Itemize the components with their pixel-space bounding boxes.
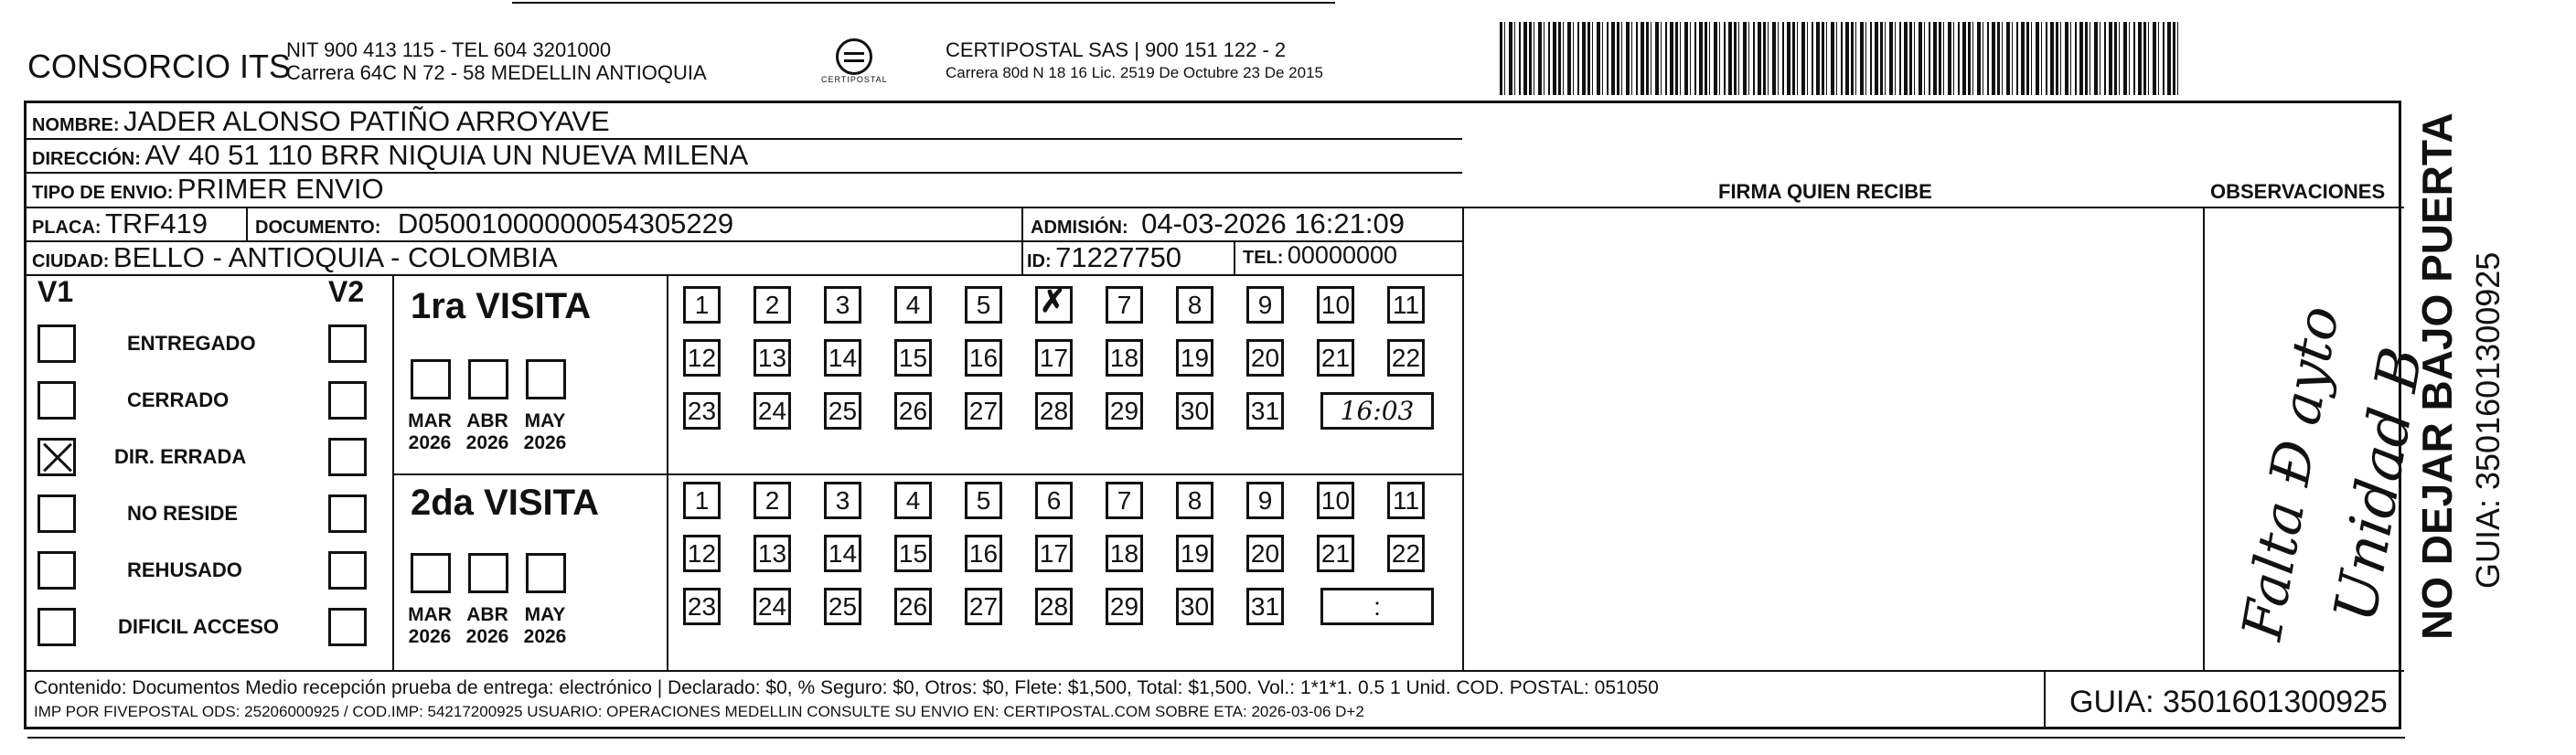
visit2-month-box-2[interactable]	[526, 553, 566, 593]
visit1-day-8[interactable]: 8	[1176, 286, 1213, 324]
observaciones-header: OBSERVACIONES	[2210, 180, 2386, 203]
direccion-value: AV 40 51 110 BRR NIQUIA UN NUEVA MILENA	[144, 139, 749, 171]
visit1-year-2: 2026	[523, 432, 567, 453]
visit2-month-box-1[interactable]	[468, 553, 508, 593]
visit2-year-0: 2026	[408, 626, 452, 647]
visit2-day-18[interactable]: 18	[1106, 535, 1143, 572]
side-warning: NO DEJAR BAJO PUERTA	[2413, 112, 2461, 640]
visit2-day-25[interactable]: 25	[824, 588, 861, 625]
tipo-envio-label: TIPO DE ENVIO:	[32, 183, 174, 203]
v1-header: V1	[37, 275, 74, 308]
visit2-day-11[interactable]: 11	[1387, 482, 1425, 519]
visit2-day-29[interactable]: 29	[1106, 588, 1143, 625]
visit2-day-8[interactable]: 8	[1176, 482, 1213, 519]
visit1-day-14[interactable]: 14	[824, 339, 861, 377]
visit1-day-5[interactable]: 5	[965, 286, 1002, 324]
firma-header: FIRMA QUIEN RECIBE	[1718, 180, 1932, 203]
placa-label: PLACA:	[32, 218, 102, 238]
visit2-day-28[interactable]: 28	[1035, 588, 1073, 625]
nombre-row	[32, 105, 610, 138]
visit2-day-4[interactable]: 4	[894, 482, 932, 519]
visit2-day-23[interactable]: 23	[683, 588, 721, 625]
v1-checkbox-3[interactable]	[37, 494, 76, 533]
visit1-day-4[interactable]: 4	[894, 286, 932, 324]
visit1-day-3[interactable]: 3	[824, 286, 861, 324]
company-info	[286, 38, 707, 84]
visit1-day-15[interactable]: 15	[894, 339, 932, 377]
nombre-label: NOMBRE:	[32, 115, 120, 135]
visit2-day-7[interactable]: 7	[1106, 482, 1143, 519]
visit2-month-1: ABR	[466, 604, 508, 625]
admision-value: 04-03-2026 16:21:09	[1141, 207, 1405, 239]
visit1-day-26[interactable]: 26	[894, 392, 932, 430]
visit2-day-24[interactable]: 24	[754, 588, 791, 625]
visit1-day-9[interactable]: 9	[1246, 286, 1284, 324]
certipostal-logo-icon	[821, 38, 888, 93]
v2-checkbox-4[interactable]	[328, 551, 367, 590]
visit1-day-19[interactable]: 19	[1176, 339, 1213, 377]
visit1-day-18[interactable]: 18	[1106, 339, 1143, 377]
visit2-day-21[interactable]: 21	[1317, 535, 1354, 572]
visit2-month-0: MAR	[408, 604, 452, 625]
visit1-day-21[interactable]: 21	[1317, 339, 1354, 377]
visit1-time-field[interactable]: 16:03	[1320, 392, 1434, 430]
v1-checkbox-2[interactable]	[37, 438, 76, 476]
ciudad-field	[32, 241, 558, 274]
documento-value: D05001000000054305229	[397, 207, 734, 239]
logo-caption: CERTIPOSTAL	[821, 75, 888, 84]
placa-value: TRF419	[105, 207, 208, 239]
tipo-envio-row	[32, 173, 384, 206]
ciudad-value: BELLO - ANTIOQUIA - COLOMBIA	[112, 241, 558, 273]
visit2-day-12[interactable]: 12	[683, 535, 721, 572]
v2-checkbox-0[interactable]	[328, 324, 367, 363]
visit2-month-label-0	[398, 604, 462, 648]
tel-field	[1243, 241, 1397, 270]
visit2-day-26[interactable]: 26	[894, 588, 932, 625]
documento-label: DOCUMENTO:	[255, 218, 381, 238]
id-label: ID:	[1027, 251, 1052, 271]
visit1-month-box-2[interactable]	[526, 359, 566, 399]
visit2-day-10[interactable]: 10	[1317, 482, 1354, 519]
status-label-5: DIFICIL ACCESO	[118, 615, 280, 638]
v1-checkbox-5[interactable]	[37, 608, 76, 646]
visit1-day-13[interactable]: 13	[754, 339, 791, 377]
visit1-day-17[interactable]: 17	[1035, 339, 1073, 377]
certipostal-license: Carrera 80d N 18 16 Lic. 2519 De Octubre 23 De 2015	[946, 64, 1323, 81]
v2-checkbox-2[interactable]	[328, 438, 367, 476]
v1-checkbox-1[interactable]	[37, 381, 76, 420]
admision-label: ADMISIÓN:	[1031, 218, 1128, 238]
visit1-month-box-1[interactable]	[468, 359, 508, 399]
status-label-1: CERRADO	[127, 388, 230, 411]
v1-checkbox-4[interactable]	[37, 551, 76, 590]
direccion-row	[32, 139, 748, 172]
certipostal-info	[946, 38, 1323, 84]
footer-guia: GUIA: 3501601300925	[2069, 685, 2388, 719]
visit1-day-31[interactable]: 31	[1246, 392, 1284, 430]
handwritten-note-1: Falta Ð ayto	[2230, 301, 2352, 645]
id-field	[1027, 241, 1181, 274]
visit1-day-23[interactable]: 23	[683, 392, 721, 430]
visit1-day-28[interactable]: 28	[1035, 392, 1073, 430]
visit1-day-11[interactable]: 11	[1387, 286, 1425, 324]
visit1-day-16[interactable]: 16	[965, 339, 1002, 377]
visit2-day-15[interactable]: 15	[894, 535, 932, 572]
visit1-day-20[interactable]: 20	[1246, 339, 1284, 377]
visit2-day-20[interactable]: 20	[1246, 535, 1284, 572]
barcode-icon	[1500, 22, 2180, 95]
status-label-4: REHUSADO	[127, 558, 242, 581]
visit1-day-12[interactable]: 12	[683, 339, 721, 377]
v1-checkbox-0[interactable]	[37, 324, 76, 363]
visit1-day-7[interactable]: 7	[1106, 286, 1143, 324]
documento-field	[255, 207, 733, 240]
visit1-month-0: MAR	[408, 410, 452, 431]
visit2-day-1[interactable]: 1	[683, 482, 721, 519]
visit1-day-29[interactable]: 29	[1106, 392, 1143, 430]
visit2-day-14[interactable]: 14	[824, 535, 861, 572]
nombre-value: JADER ALONSO PATIÑO ARROYAVE	[123, 105, 610, 137]
company-name: CONSORCIO ITS	[27, 48, 292, 85]
visit1-year-1: 2026	[465, 432, 509, 453]
visit2-day-22[interactable]: 22	[1387, 535, 1425, 572]
visit1-year-0: 2026	[408, 432, 452, 453]
tipo-envio-value: PRIMER ENVIO	[176, 173, 384, 205]
visit2-time-field[interactable]: :	[1320, 588, 1434, 625]
visit2-day-27[interactable]: 27	[965, 588, 1002, 625]
visit2-year-2: 2026	[523, 626, 567, 647]
bottom-edge-line	[27, 737, 2405, 739]
tel-value: 00000000	[1287, 241, 1398, 269]
admision-field	[1031, 207, 1405, 240]
visit2-day-9[interactable]: 9	[1246, 482, 1284, 519]
certipostal-line: CERTIPOSTAL SAS | 900 151 122 - 2	[946, 38, 1287, 61]
v2-header: V2	[328, 275, 365, 308]
visit1-day-2[interactable]: 2	[754, 286, 791, 324]
placa-field	[32, 207, 208, 240]
visit2-day-13[interactable]: 13	[754, 535, 791, 572]
visit2-day-31[interactable]: 31	[1246, 588, 1284, 625]
visit2-year-1: 2026	[465, 626, 509, 647]
id-value: 71227750	[1055, 241, 1182, 273]
visit2-month-2: MAY	[524, 604, 566, 625]
status-label-0: ENTREGADO	[127, 332, 256, 355]
visit1-month-label-2	[513, 410, 577, 454]
visit1-month-box-0[interactable]	[411, 359, 451, 399]
status-label-2: DIR. ERRADA	[114, 445, 247, 468]
side-guia: GUIA: 3501601300925	[2469, 251, 2507, 589]
visit1-title: 1ra VISITA	[411, 286, 592, 326]
nit-line: NIT 900 413 115 - TEL 604 3201000	[286, 38, 612, 61]
footer-contenido: Contenido: Documentos Medio recepción prueba de entrega: electrónico | Declarado: $0, % Seguro: $0, Otros: $0, Flete: $1,500, Total: $1,500. Vol.: 1*1*1. 0.5 1 Unid. COD. POSTAL: 051050	[34, 677, 1659, 698]
visit1-day-1[interactable]: 1	[683, 286, 721, 324]
visit1-day-24[interactable]: 24	[754, 392, 791, 430]
visit1-month-label-0	[398, 410, 462, 454]
visit1-day-25[interactable]: 25	[824, 392, 861, 430]
company-address: Carrera 64C N 72 - 58 MEDELLIN ANTIOQUIA	[286, 61, 707, 84]
visit2-day-5[interactable]: 5	[965, 482, 1002, 519]
visit1-day-6[interactable]	[1035, 286, 1073, 324]
v2-checkbox-3[interactable]	[328, 494, 367, 533]
direccion-label: DIRECCIÓN:	[32, 149, 141, 169]
visit2-month-label-2	[513, 604, 577, 648]
visit2-month-box-0[interactable]	[411, 553, 451, 593]
visit2-day-17[interactable]: 17	[1035, 535, 1073, 572]
status-label-3: NO RESIDE	[127, 502, 239, 525]
visit1-day-22[interactable]: 22	[1387, 339, 1425, 377]
visit2-day-2[interactable]: 2	[754, 482, 791, 519]
visit2-day-3[interactable]: 3	[824, 482, 861, 519]
footer-imp: IMP POR FIVEPOSTAL ODS: 25206000925 / COD.IMP: 54217200925 USUARIO: OPERACIONES MEDELLIN CONSULTE SU ENVIO EN: CERTIPOSTAL.COM SOBRE ETA: 2026-03-06 D+2	[34, 703, 1364, 720]
v2-checkbox-5[interactable]	[328, 608, 367, 646]
visit2-day-30[interactable]: 30	[1176, 588, 1213, 625]
visit2-month-label-1	[455, 604, 519, 648]
visit1-month-2: MAY	[524, 410, 566, 431]
visit1-day-27[interactable]: 27	[965, 392, 1002, 430]
visit2-title: 2da VISITA	[411, 483, 599, 523]
visit2-day-19[interactable]: 19	[1176, 535, 1213, 572]
visit1-month-label-1	[455, 410, 519, 454]
handwritten-note-2: Unidad B	[2322, 342, 2437, 627]
ciudad-label: CIUDAD:	[32, 251, 110, 271]
visit1-month-1: ABR	[466, 410, 508, 431]
visit1-day-10[interactable]: 10	[1317, 286, 1354, 324]
visit2-day-16[interactable]: 16	[965, 535, 1002, 572]
top-edge-line	[512, 2, 1335, 5]
day-mark-icon: ✗	[1040, 284, 1066, 319]
visit2-day-6[interactable]: 6	[1035, 482, 1073, 519]
visit1-day-30[interactable]: 30	[1176, 392, 1213, 430]
v2-checkbox-1[interactable]	[328, 381, 367, 420]
tel-label: TEL:	[1243, 248, 1284, 268]
